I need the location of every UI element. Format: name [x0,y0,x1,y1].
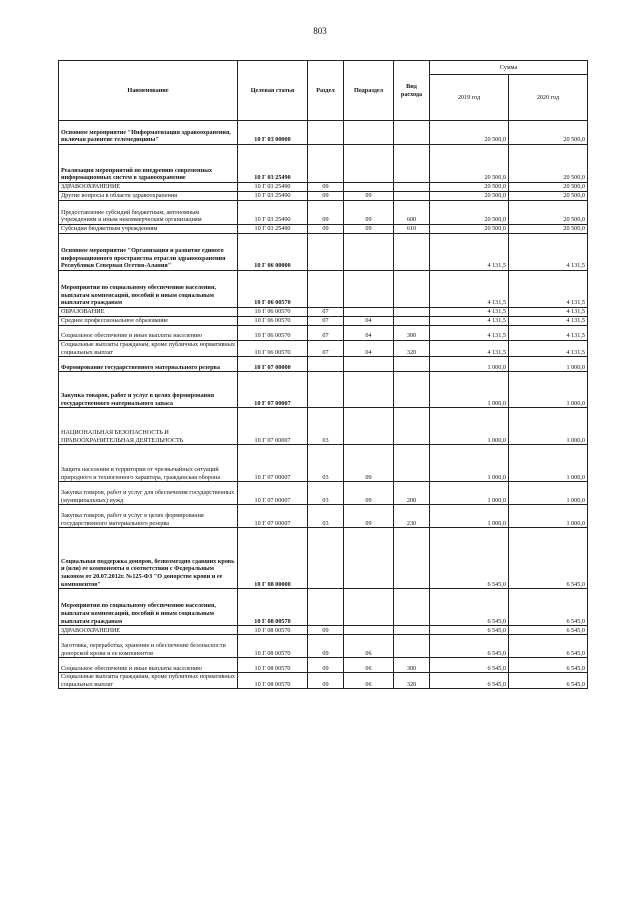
row-name: Закупка товаров, работ и услуг в целях формирования государственного материального запаса [59,372,238,408]
table-row [59,357,588,372]
row-expense-type [394,372,430,408]
row-section [308,528,344,589]
row-sum-2019: 20 500,0 [430,192,509,201]
row-target: 10 Г 03 25490 [238,201,308,225]
row-sum-2019: 4 131,5 [430,308,509,317]
row-expense-type [394,183,430,192]
row-sum-2019: 20 500,0 [430,201,509,225]
row-sum-2020: 6 545,0 [509,673,588,689]
row-target: 10 Г 07 00000 [238,357,308,372]
row-target: 10 Г 06 00000 [238,234,308,271]
row-subsection: 09 [344,482,394,505]
header-year-2019: 2019 год [430,75,509,121]
row-target: 10 Г 08 00570 [238,673,308,689]
row-name: Мероприятия по социальному обеспечению населения, выплатам компенсаций, пособий и иным социальным выплатам гражданам [59,589,238,626]
row-section: 09 [308,658,344,673]
row-sum-2019: 20 500,0 [430,225,509,234]
table-row [59,589,588,626]
row-subsection [344,271,394,308]
row-subsection [344,589,394,626]
row-sum-2020: 1 000,0 [509,445,588,482]
row-sum-2020: 4 131,5 [509,308,588,317]
table-row [59,326,588,341]
row-target: 10 Г 08 00000 [238,528,308,589]
row-subsection [344,183,394,192]
row-sum-2019: 6 545,0 [430,658,509,673]
table-row [59,372,588,408]
table-row [59,505,588,528]
row-section [308,145,344,183]
table-row [59,528,588,589]
row-sum-2019: 1 000,0 [430,445,509,482]
row-expense-type [394,528,430,589]
row-subsection: 04 [344,317,394,326]
row-name: Среднее профессиональное образование [59,317,238,326]
row-target: 10 Г 07 00007 [238,372,308,408]
row-sum-2019: 4 131,5 [430,326,509,341]
row-sum-2020: 20 500,0 [509,201,588,225]
row-name: Закупка товаров, работ и услуг в целях формирования государственного материального резерва [59,505,238,528]
row-target: 10 Г 03 25490 [238,225,308,234]
table-row [59,673,588,689]
row-subsection [344,626,394,635]
row-section [308,589,344,626]
row-expense-type [394,192,430,201]
row-target: 10 Г 07 00007 [238,445,308,482]
row-section: 07 [308,308,344,317]
row-name: Формирование государственного материального резерва [59,357,238,372]
row-sum-2020: 4 131,5 [509,341,588,357]
row-target: 10 Г 03 25490 [238,145,308,183]
row-expense-type: 320 [394,673,430,689]
row-sum-2020: 6 545,0 [509,626,588,635]
row-subsection: 04 [344,326,394,341]
row-sum-2019: 20 500,0 [430,183,509,192]
row-sum-2019: 6 545,0 [430,673,509,689]
row-section: 09 [308,673,344,689]
row-target: 10 Г 06 00570 [238,308,308,317]
row-subsection: 09 [344,225,394,234]
row-sum-2020: 1 000,0 [509,372,588,408]
row-expense-type: 300 [394,326,430,341]
row-subsection: 06 [344,673,394,689]
table-row [59,225,588,234]
row-subsection [344,145,394,183]
row-section [308,372,344,408]
row-name: Социальное обеспечение и иные выплаты населению [59,658,238,673]
row-sum-2020: 6 545,0 [509,528,588,589]
row-expense-type: 610 [394,225,430,234]
row-sum-2020: 20 500,0 [509,225,588,234]
row-sum-2019: 4 131,5 [430,341,509,357]
row-target: 10 Г 06 00570 [238,341,308,357]
row-section: 09 [308,635,344,658]
row-sum-2020: 6 545,0 [509,658,588,673]
row-sum-2019: 6 545,0 [430,635,509,658]
table-header [59,61,588,121]
row-subsection: 09 [344,505,394,528]
row-sum-2020: 6 545,0 [509,635,588,658]
row-section: 03 [308,482,344,505]
row-sum-2020: 20 500,0 [509,183,588,192]
row-target: 10 Г 06 00570 [238,326,308,341]
row-section: 07 [308,326,344,341]
row-subsection [344,528,394,589]
row-sum-2020: 20 500,0 [509,192,588,201]
row-section: 09 [308,626,344,635]
row-target: 10 Г 07 00007 [238,408,308,445]
row-sum-2020: 4 131,5 [509,326,588,341]
table-row [59,408,588,445]
row-name: Мероприятия по социальному обеспечению населения, выплатам компенсаций, пособий и иным социальным выплатам гражданам [59,271,238,308]
row-sum-2019: 20 500,0 [430,145,509,183]
table-body [59,121,588,689]
row-sum-2019: 1 000,0 [430,357,509,372]
row-name: Другие вопросы в области здравоохранения [59,192,238,201]
row-expense-type: 230 [394,505,430,528]
row-section [308,357,344,372]
row-sum-2019: 4 131,5 [430,234,509,271]
row-expense-type: 200 [394,482,430,505]
row-subsection [344,234,394,271]
row-sum-2020: 1 000,0 [509,357,588,372]
row-expense-type [394,145,430,183]
row-name: Основное мероприятие "Организация и развитие единого информационного пространства отрасли здравоохранения Республики Северная Осетия-Алания" [59,234,238,271]
row-target: 10 Г 08 00570 [238,635,308,658]
table-row [59,445,588,482]
table-row [59,121,588,145]
row-sum-2020: 1 000,0 [509,482,588,505]
row-target: 10 Г 03 25490 [238,183,308,192]
table-row [59,192,588,201]
header-expense-type: Вид расхода [394,61,430,121]
table-row [59,341,588,357]
header-target: Целевая статья [238,61,308,121]
row-subsection: 09 [344,445,394,482]
row-expense-type [394,121,430,145]
row-target: 10 Г 07 00007 [238,482,308,505]
row-section [308,234,344,271]
table-row [59,145,588,183]
row-expense-type [394,308,430,317]
row-sum-2019: 1 000,0 [430,372,509,408]
row-target: 10 Г 07 00007 [238,505,308,528]
row-target: 10 Г 08 00570 [238,589,308,626]
row-subsection: 04 [344,341,394,357]
row-section: 07 [308,317,344,326]
table-row [59,482,588,505]
row-name: Защита населения и территории от чрезвычайных ситуаций природного и техногенного характера, гражданская оборона [59,445,238,482]
row-target: 10 Г 08 00570 [238,658,308,673]
table-row [59,626,588,635]
row-name: Социальные выплаты гражданам, кроме публичных нормативных социальных выплат [59,341,238,357]
row-name: Предоставление субсидий бюджетным, автономным учреждениям и иным некоммерческим организациям [59,201,238,225]
row-subsection [344,121,394,145]
table-row [59,317,588,326]
row-name: НАЦИОНАЛЬНАЯ БЕЗОПАСНОСТЬ И ПРАВООХРАНИТЕЛЬНАЯ ДЕЯТЕЛЬНОСТЬ [59,408,238,445]
row-name: ЗДРАВООХРАНЕНИЕ [59,183,238,192]
row-target: 10 Г 03 25490 [238,192,308,201]
row-sum-2019: 1 000,0 [430,482,509,505]
row-subsection: 06 [344,658,394,673]
row-sum-2019: 20 500,0 [430,121,509,145]
budget-table [58,60,588,689]
row-target: 10 Г 08 00570 [238,626,308,635]
row-sum-2020: 1 000,0 [509,408,588,445]
row-sum-2019: 1 000,0 [430,505,509,528]
row-subsection [344,357,394,372]
table-row [59,308,588,317]
page-number: 803 [313,26,327,36]
row-target: 10 Г 03 00000 [238,121,308,145]
table-row [59,658,588,673]
row-subsection: 09 [344,192,394,201]
row-sum-2019: 6 545,0 [430,589,509,626]
row-section: 03 [308,445,344,482]
table-row [59,201,588,225]
row-sum-2020: 4 131,5 [509,234,588,271]
table-row [59,635,588,658]
header-sum: Сумма [430,61,588,75]
row-expense-type [394,271,430,308]
row-subsection: 09 [344,201,394,225]
row-expense-type [394,635,430,658]
row-name: Основное мероприятие "Информатизация здравоохранения, включая развитие телемедицины" [59,121,238,145]
row-expense-type [394,626,430,635]
row-name: ЗДРАВООХРАНЕНИЕ [59,626,238,635]
row-name: Субсидии бюджетным учреждениям [59,225,238,234]
header-year-2020: 2020 год [509,75,588,121]
row-expense-type [394,445,430,482]
row-expense-type: 320 [394,341,430,357]
row-subsection [344,308,394,317]
row-expense-type [394,408,430,445]
row-section: 03 [308,505,344,528]
row-expense-type: 600 [394,201,430,225]
row-name: Закупка товаров, работ и услуг для обеспечения государственных (муниципальных) нужд [59,482,238,505]
row-section: 09 [308,192,344,201]
row-sum-2020: 20 500,0 [509,145,588,183]
row-target: 10 Г 06 00570 [238,271,308,308]
row-expense-type [394,234,430,271]
row-section [308,121,344,145]
row-name: Реализация мероприятий по внедрению современных информационных систем в здравоохранение [59,145,238,183]
row-section: 09 [308,201,344,225]
row-subsection: 06 [344,635,394,658]
row-sum-2019: 4 131,5 [430,271,509,308]
row-sum-2020: 4 131,5 [509,271,588,308]
header-subsection: Подраздел [344,61,394,121]
row-sum-2019: 4 131,5 [430,317,509,326]
row-section: 09 [308,225,344,234]
row-name: Социальное обеспечение и иные выплаты населению [59,326,238,341]
row-expense-type [394,589,430,626]
row-subsection [344,372,394,408]
row-section: 09 [308,183,344,192]
row-subsection [344,408,394,445]
row-section: 07 [308,341,344,357]
row-name: Социальные выплаты гражданам, кроме публичных нормативных социальных выплат [59,673,238,689]
row-sum-2019: 6 545,0 [430,528,509,589]
row-target: 10 Г 06 00570 [238,317,308,326]
row-sum-2020: 6 545,0 [509,589,588,626]
row-section [308,271,344,308]
row-expense-type: 300 [394,658,430,673]
row-sum-2019: 6 545,0 [430,626,509,635]
row-sum-2020: 4 131,5 [509,317,588,326]
table-row [59,234,588,271]
table-row [59,183,588,192]
row-name: Социальная поддержка доноров, безвозмездно сдавших кровь и (или) ее компоненты в соответствии с Федеральным законом от 20.07.2012г. №125-ФЗ "О донорстве крови и ее компонентов" [59,528,238,589]
row-section: 03 [308,408,344,445]
table-row [59,271,588,308]
row-sum-2020: 1 000,0 [509,505,588,528]
row-name: Заготовка, переработка, хранение и обеспечение безопасности донорской крови и ее компонентов [59,635,238,658]
row-name: ОБРАЗОВАНИЕ [59,308,238,317]
row-sum-2019: 1 000,0 [430,408,509,445]
row-expense-type [394,317,430,326]
row-expense-type [394,357,430,372]
header-name: Наименование [59,61,238,121]
row-sum-2020: 20 500,0 [509,121,588,145]
header-section: Раздел [308,61,344,121]
